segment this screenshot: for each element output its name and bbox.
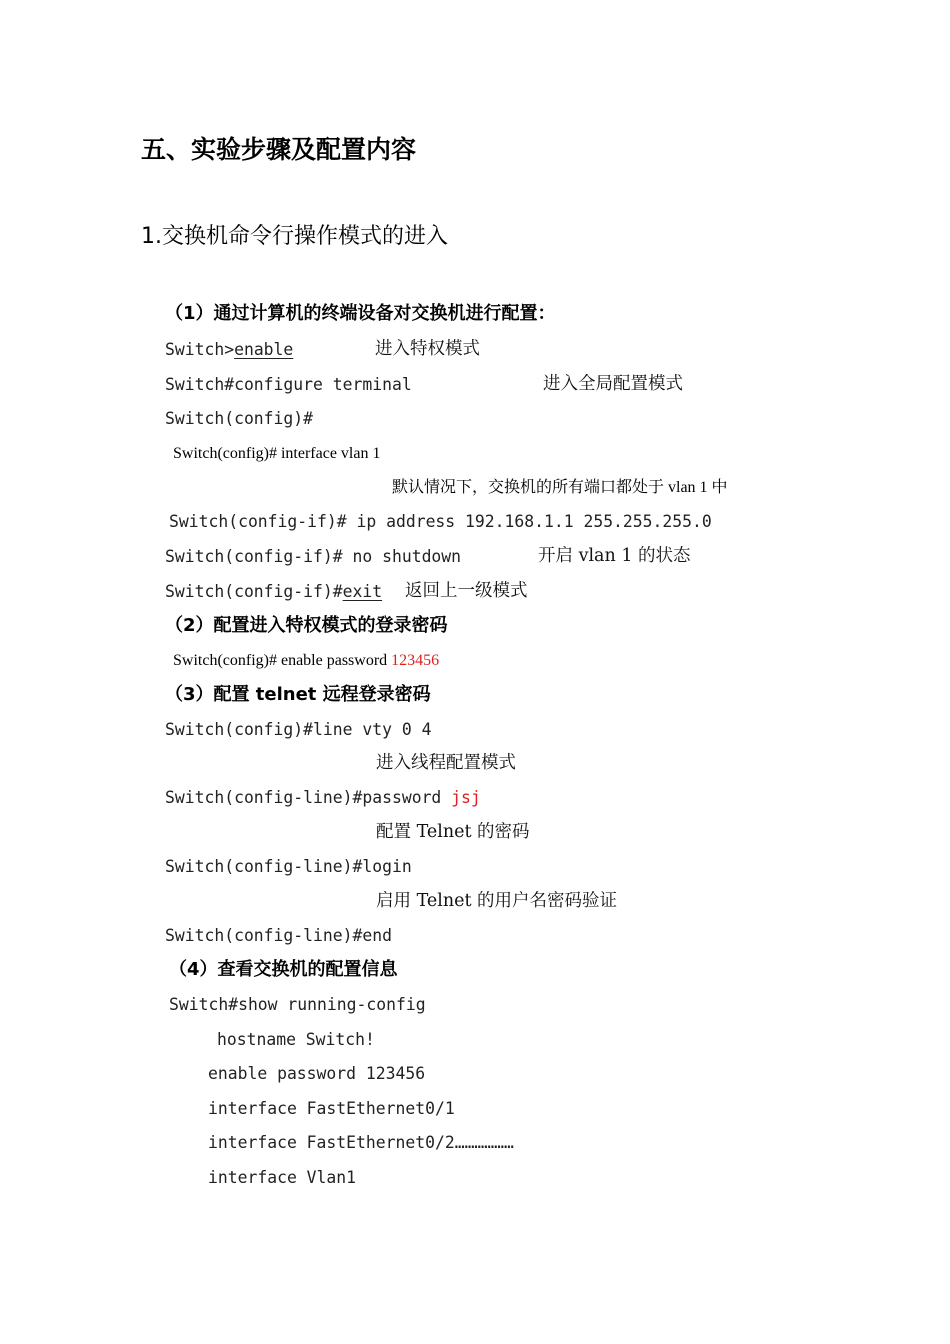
cmd-note-configure: 进入全局配置模式 <box>543 374 683 394</box>
section-heading: 1.交换机命令行操作模式的进入 <box>141 224 448 249</box>
cmd-keyword: enable <box>234 340 294 359</box>
cmd-line-no-shutdown: Switch(config-if)# no shutdown <box>165 547 462 566</box>
cmd-note-enable: 进入特权模式 <box>375 339 480 359</box>
subsection-3-title: （3）配置 telnet 远程登录密码 <box>165 684 431 705</box>
cmd-prefix: Switch> <box>165 340 235 359</box>
cmd-line-ip-address: Switch(config-if)# ip address 192.168.1.1 255.255.255.0 <box>169 512 712 531</box>
password-value: jsj <box>451 788 481 807</box>
cmd-note-login: 启用 Telnet 的用户名密码验证 <box>376 891 618 911</box>
cmd-line-enable <box>165 342 293 358</box>
cmd-line-configure: Switch#configure terminal <box>165 375 412 394</box>
cmd-prefix: Switch(config-line)#password <box>165 788 452 807</box>
cmd-note-no-shutdown: 开启 vlan 1 的状态 <box>538 546 691 566</box>
output-line-enable-password: enable password 123456 <box>208 1064 426 1083</box>
subsection-2-title: （2）配置进入特权模式的登录密码 <box>165 615 448 636</box>
password-value: 123456 <box>391 652 440 669</box>
cmd-line-end: Switch(config-line)#end <box>165 926 392 945</box>
output-line-hostname: hostname Switch! <box>217 1030 375 1049</box>
cmd-line-vty: Switch(config)#line vty 0 4 <box>165 720 432 739</box>
output-line-fa01: interface FastEthernet0/1 <box>208 1099 455 1118</box>
chapter-heading: 五、实验步骤及配置内容 <box>141 135 417 164</box>
cmd-line-enable-password <box>173 653 439 669</box>
cmd-keyword: exit <box>342 582 383 601</box>
cmd-line-password <box>165 790 481 806</box>
note-default-vlan: 默认情况下，交换机的所有端口都处于 vlan 1 中 <box>392 479 728 496</box>
subsection-4-title: （4）查看交换机的配置信息 <box>169 959 398 980</box>
output-line-vlan1: interface Vlan1 <box>208 1168 357 1187</box>
cmd-line-show-run: Switch#show running-config <box>169 995 426 1014</box>
cmd-prefix: Switch(config)# enable password <box>173 652 392 669</box>
cmd-line-exit <box>165 584 382 600</box>
output-line-fa02: interface FastEthernet0/2……………… <box>208 1133 514 1152</box>
cmd-line-config-prompt: Switch(config)# <box>165 409 314 428</box>
cmd-line-login: Switch(config-line)#login <box>165 857 412 876</box>
cmd-note-exit: 返回上一级模式 <box>405 581 528 601</box>
subsection-1-title: （1）通过计算机的终端设备对交换机进行配置： <box>165 303 556 324</box>
cmd-note-vty: 进入线程配置模式 <box>376 753 516 773</box>
cmd-prefix: Switch(config-if)# <box>165 582 343 601</box>
cmd-note-password: 配置 Telnet 的密码 <box>376 822 530 842</box>
cmd-line-interface-vlan: Switch(config)# interface vlan 1 <box>173 445 381 462</box>
